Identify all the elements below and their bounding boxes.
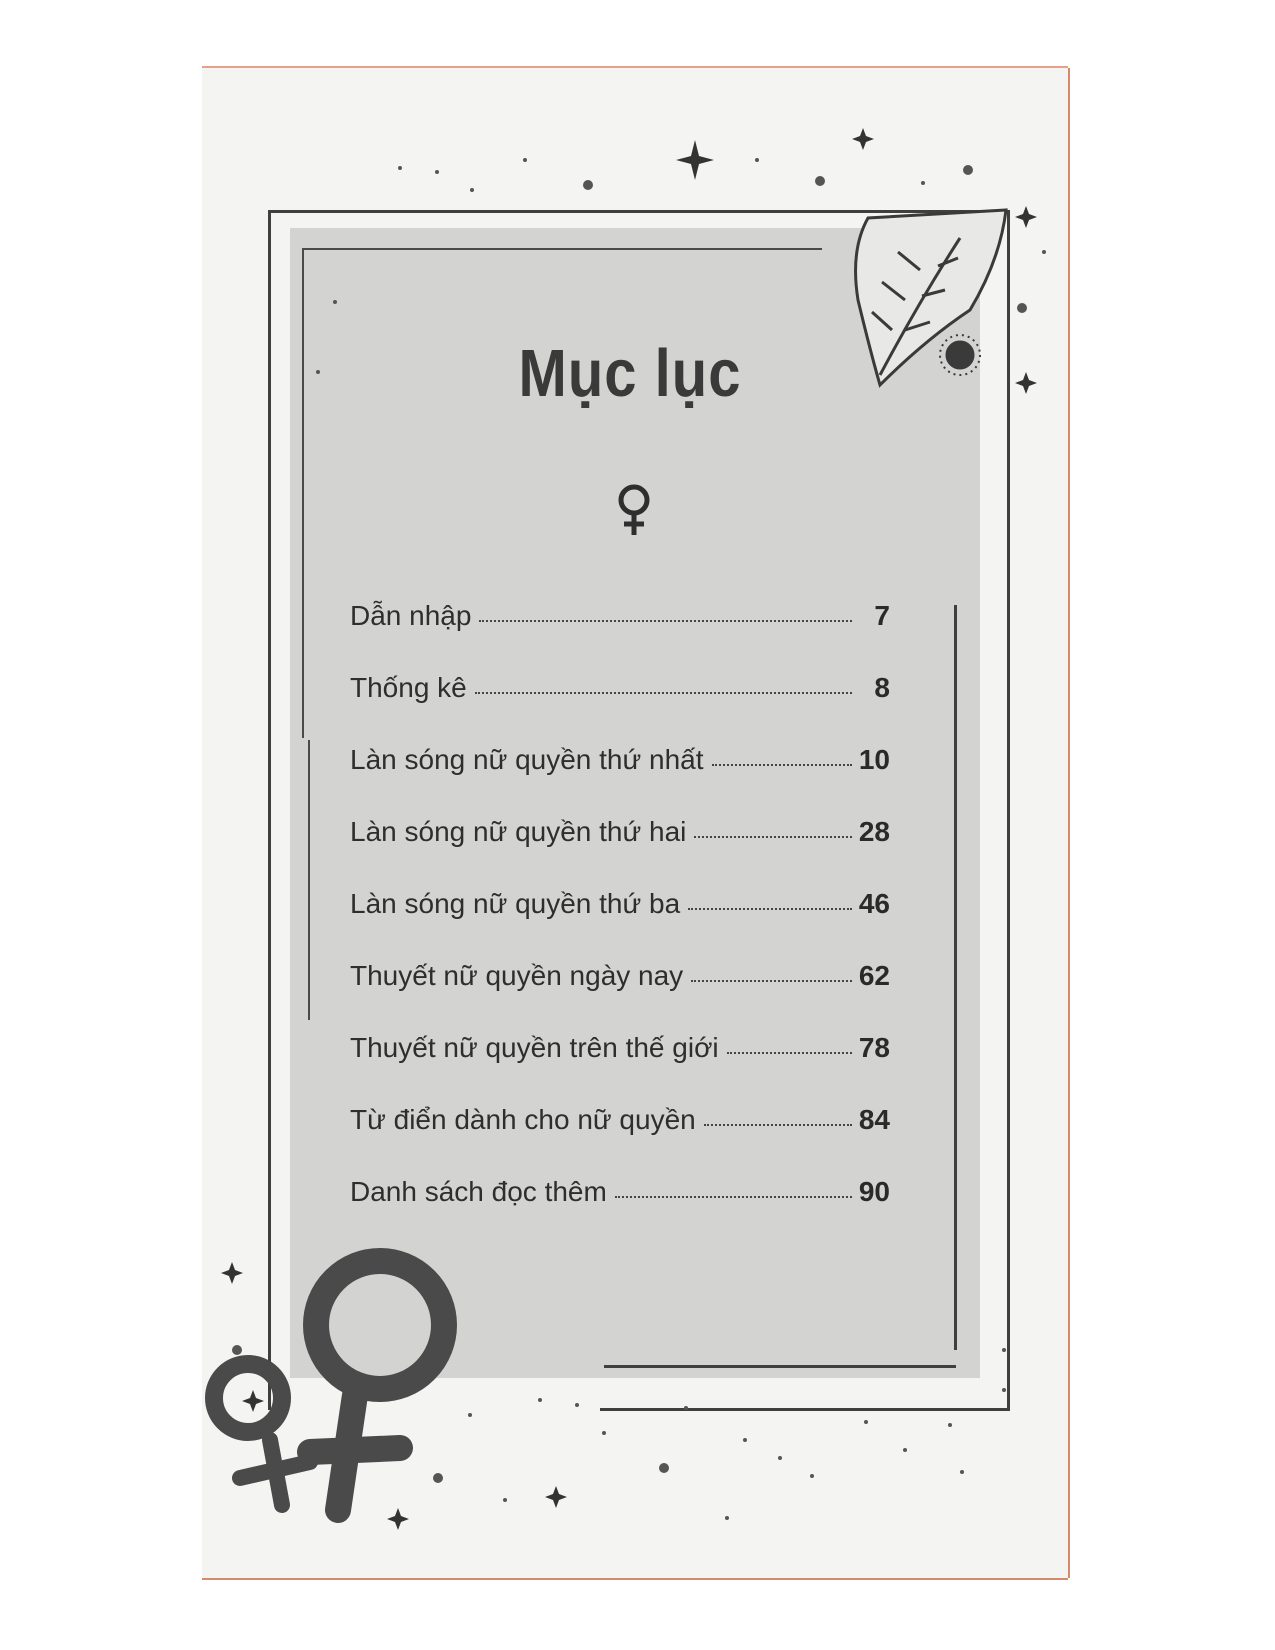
toc-entry[interactable]	[350, 744, 890, 816]
toc-entry[interactable]	[350, 960, 890, 1032]
toc-entry-page: 46	[858, 888, 890, 919]
toc-entry[interactable]	[350, 600, 890, 672]
toc-entry-label: Thuyết nữ quyền trên thế giới	[350, 1032, 719, 1063]
toc-leader-dots	[691, 980, 852, 982]
small-sparkle-icon	[242, 1390, 264, 1412]
toc-entry-label: Dẫn nhập	[350, 600, 472, 631]
toc-entry-label: Làn sóng nữ quyền thứ hai	[350, 816, 687, 847]
toc-entry-label: Làn sóng nữ quyền thứ nhất	[350, 744, 704, 775]
toc-leader-dots	[694, 836, 852, 838]
toc-entry[interactable]	[350, 1176, 890, 1248]
toc-leader-dots	[704, 1124, 852, 1126]
toc-entry[interactable]	[350, 672, 890, 744]
toc-entry-page: 10	[858, 744, 890, 775]
double-female-symbol-icon	[214, 1261, 444, 1510]
toc-leader-dots	[615, 1196, 852, 1198]
leaf-icon	[856, 210, 1006, 385]
toc-entry[interactable]	[350, 1104, 890, 1176]
toc-leader-dots	[475, 692, 852, 694]
page-title: Mục lục	[518, 336, 742, 411]
toc-entry-label: Thuyết nữ quyền ngày nay	[350, 960, 684, 991]
toc-entry-label: Thống kê	[350, 672, 467, 703]
toc-entry-page: 84	[858, 1104, 890, 1135]
toc-entry-page: 62	[858, 960, 890, 991]
toc-leader-dots	[712, 764, 852, 766]
toc-entry[interactable]	[350, 888, 890, 960]
toc-entry[interactable]	[350, 1032, 890, 1104]
table-of-contents	[350, 600, 890, 1248]
toc-entry-label: Làn sóng nữ quyền thứ ba	[350, 888, 681, 919]
toc-entry-label: Danh sách đọc thêm	[350, 1176, 607, 1207]
toc-leader-dots	[479, 620, 852, 622]
toc-entry-page: 28	[858, 816, 890, 847]
toc-entry-page: 78	[858, 1032, 890, 1063]
toc-entry-page: 90	[858, 1176, 890, 1207]
toc-entry-label: Từ điển dành cho nữ quyền	[350, 1104, 696, 1135]
toc-entry-page: 7	[874, 600, 890, 631]
toc-entry[interactable]	[350, 816, 890, 888]
toc-leader-dots	[688, 908, 852, 910]
toc-entry-page: 8	[874, 672, 890, 703]
toc-leader-dots	[727, 1052, 852, 1054]
female-symbol-icon	[621, 487, 647, 535]
